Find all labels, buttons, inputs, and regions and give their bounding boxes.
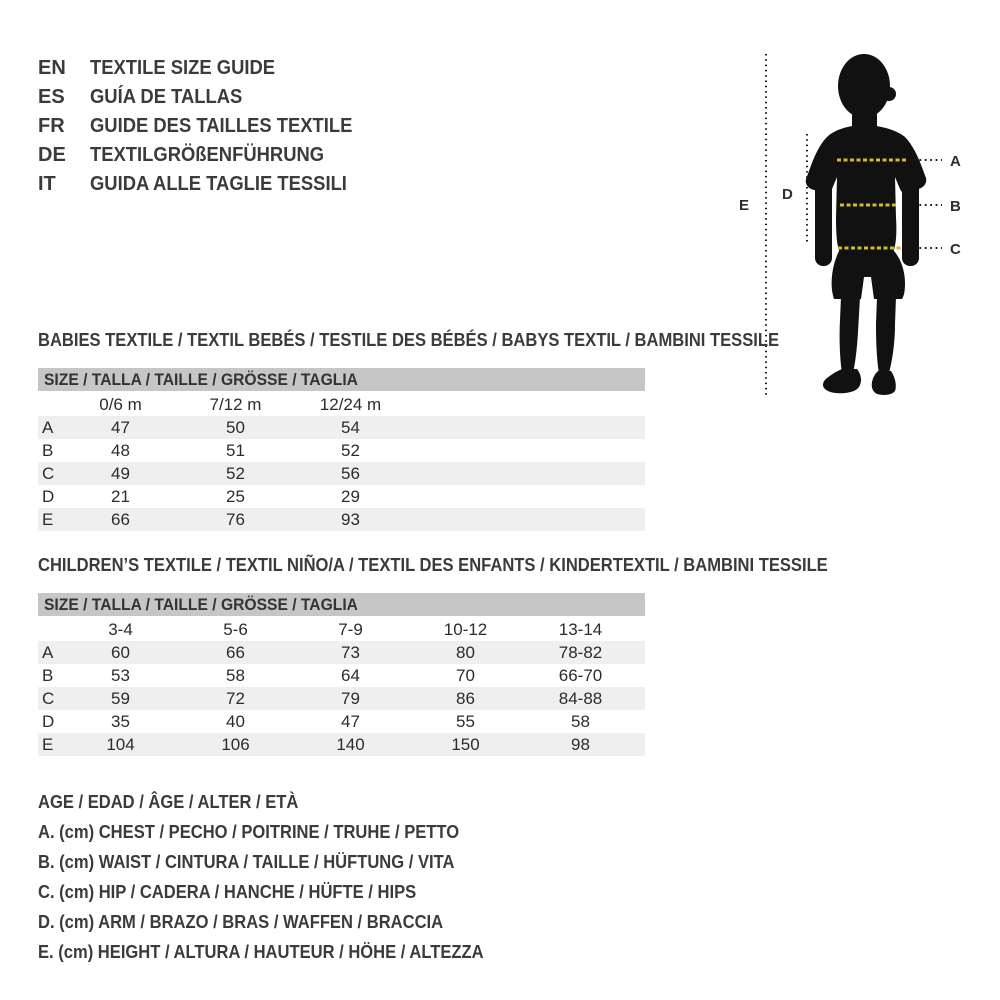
table-row: C 59 72 79 86 84-88: [38, 687, 645, 710]
language-row-de: [38, 141, 375, 170]
language-row-en: [38, 54, 375, 83]
language-row-fr: [38, 112, 375, 141]
label-b: B: [950, 198, 961, 215]
table-row: C 49 52 56: [38, 462, 645, 485]
table-row: E 104 106 140 150 98: [38, 733, 645, 756]
language-title: GUIDA ALLE TAGLIE TESSILI: [90, 173, 347, 195]
children-size-header-bar: SIZE / TALLA / TAILLE / GRÖSSE / TAGLIA: [38, 593, 645, 616]
babies-section-title: BABIES TEXTILE / TEXTIL BEBÉS / TESTILE DES BÉBÉS / BABYS TEXTIL / BAMBINI TESSILE: [38, 330, 780, 350]
label-e: E: [739, 197, 750, 214]
column-header: 3-4: [108, 620, 133, 639]
language-row-it: [38, 170, 375, 199]
column-header: 12/24 m: [319, 395, 382, 414]
legend-arm-line: D. (cm) ARM / BRAZO / BRAS / WAFFEN / BRACCIA: [38, 912, 444, 932]
language-code: FR: [38, 115, 65, 137]
legend-age-line: AGE / EDAD / ÂGE / ALTER / ETÀ: [38, 792, 299, 812]
column-header: 7/12 m: [209, 395, 262, 414]
language-code: ES: [38, 86, 65, 108]
language-title: GUIDE DES TAILLES TEXTILE: [90, 115, 353, 137]
language-row-es: [38, 83, 375, 112]
legend-waist-line: B. (cm) WAIST / CINTURA / TAILLE / HÜFTUNG / VITA: [38, 852, 455, 872]
language-list: [38, 54, 375, 199]
table-row: E 66 76 93: [38, 508, 645, 531]
language-title: GUÍA DE TALLAS: [90, 86, 243, 108]
children-section-title: CHILDREN’S TEXTILE / TEXTIL NIÑO/A / TEXTIL DES ENFANTS / KINDERTEXTIL / BAMBINI TESSILE: [38, 555, 828, 575]
table-row: A 47 50 54: [38, 416, 645, 439]
table-row: D 21 25 29: [42, 487, 360, 506]
table-row: D 35 40 47 55 58: [42, 712, 590, 731]
column-header: 0/6 m: [99, 395, 142, 414]
table-row: B 48 51 52: [42, 441, 360, 460]
babies-table: [38, 393, 645, 531]
measurement-legend: [38, 787, 522, 967]
column-header: 5-6: [223, 620, 248, 639]
language-title: TEXTILGRÖßENFÜHRUNG: [90, 144, 325, 166]
column-header: 10-12: [443, 620, 488, 639]
language-title: TEXTILE SIZE GUIDE: [90, 57, 276, 79]
babies-size-header-bar: SIZE / TALLA / TAILLE / GRÖSSE / TAGLIA: [38, 368, 645, 391]
label-d: D: [782, 186, 793, 203]
column-header: 13-14: [558, 620, 603, 639]
language-code: EN: [38, 57, 66, 79]
table-row: B 53 58 64 70 66-70: [42, 666, 603, 685]
column-header: 7-9: [338, 620, 363, 639]
legend-chest-line: A. (cm) CHEST / PECHO / POITRINE / TRUHE / PETTO: [38, 822, 460, 842]
legend-hip-line: C. (cm) HIP / CADERA / HANCHE / HÜFTE / HIPS: [38, 882, 417, 902]
label-a: A: [950, 153, 961, 170]
language-code: IT: [38, 173, 56, 195]
children-table: [38, 618, 645, 756]
language-code: DE: [38, 144, 66, 166]
babies-column-header-row: [38, 393, 645, 416]
label-c: C: [950, 241, 961, 258]
table-row: A 60 66 73 80 78-82: [38, 641, 645, 664]
legend-height-line: E. (cm) HEIGHT / ALTURA / HAUTEUR / HÖHE / ALTEZZA: [38, 942, 484, 962]
children-column-header-row: [38, 618, 645, 641]
